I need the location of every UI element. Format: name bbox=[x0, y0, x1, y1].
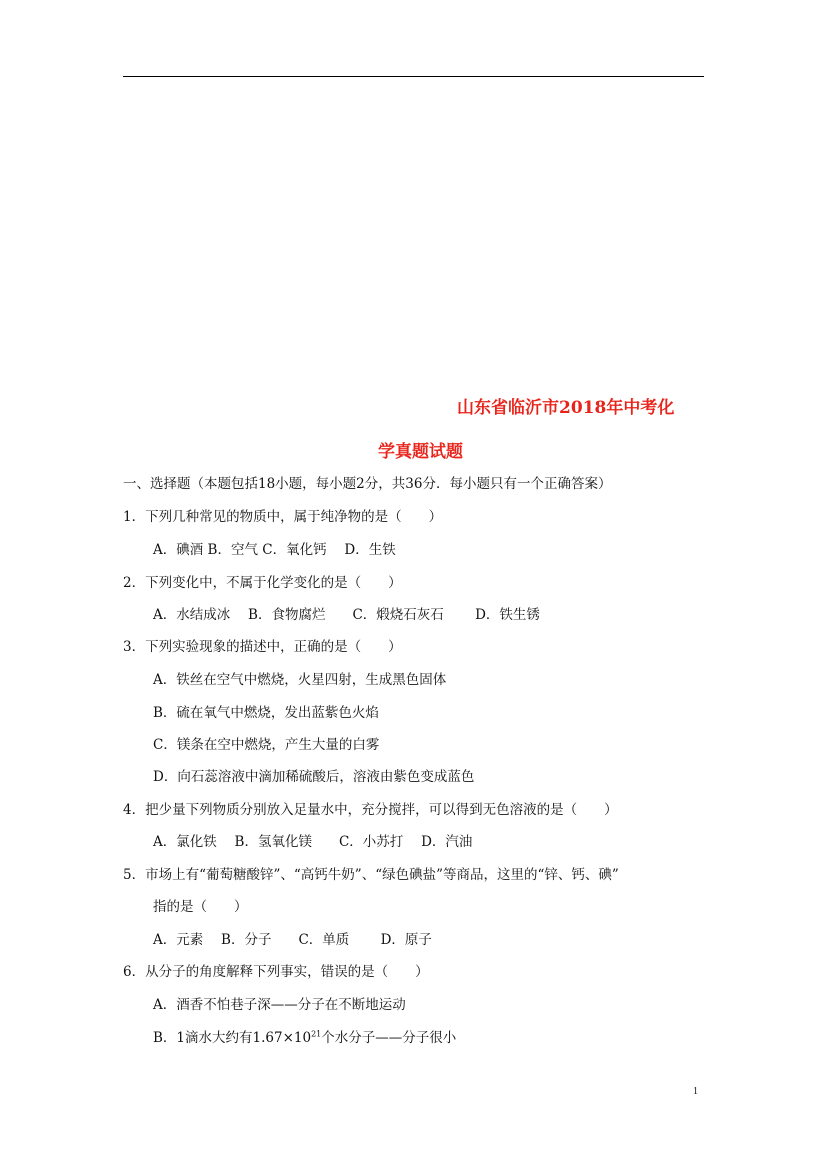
question-3-option-a: A．铁丝在空气中燃烧，火星四射，生成黑色固体 bbox=[153, 672, 447, 688]
question-5-stem-continued: 指的是（ ） bbox=[153, 899, 248, 915]
question-4-options: A．氯化铁 B．氢氧化镁 C．小苏打 D．汽油 bbox=[153, 834, 473, 850]
exponent: 21 bbox=[311, 1029, 322, 1039]
question-3-option-d: D．向石蕊溶液中滴加稀硫酸后，溶液由紫色变成蓝色 bbox=[153, 769, 475, 785]
question-3-option-b: B．硫在氧气中燃烧，发出蓝紫色火焰 bbox=[153, 705, 379, 721]
question-3-option-c: C．镁条在空中燃烧，产生大量的白雾 bbox=[153, 737, 380, 753]
question-6-stem: 6．从分子的角度解释下列事实，错误的是（ ） bbox=[123, 964, 429, 980]
question-5-options: A．元素 B．分子 C．单质 D．原子 bbox=[153, 932, 432, 948]
question-6-option-b bbox=[153, 1029, 456, 1047]
header-rule bbox=[123, 76, 704, 77]
question-4-stem: 4．把少量下列物质分别放入足量水中，充分搅拌，可以得到无色溶液的是（ ） bbox=[123, 802, 618, 818]
question-3-stem: 3．下列实验现象的描述中，正确的是（ ） bbox=[123, 639, 402, 655]
question-2-options: A．水结成冰 B．食物腐烂 C．煅烧石灰石 D．铁生锈 bbox=[153, 607, 540, 623]
question-1-options: A．碘酒 B．空气 C．氧化钙 D．生铁 bbox=[153, 542, 396, 558]
option-b-text-after: 个水分子——分子很小 bbox=[321, 1030, 457, 1046]
question-1-stem: 1．下列几种常见的物质中，属于纯净物的是（ ） bbox=[123, 509, 443, 525]
question-5-stem: 5．市场上有“葡萄糖酸锌”、“高钙牛奶”、“绿色碘盐”等商品，这里的“锌、钙、碘” bbox=[123, 867, 619, 883]
exam-title-line-1: 山东省临沂市2018年中考化 bbox=[457, 398, 675, 418]
option-b-text-before: B．1滴水大约有1.67×10 bbox=[153, 1030, 312, 1046]
question-6-option-a: A．酒香不怕巷子深——分子在不断地运动 bbox=[153, 997, 406, 1013]
section-heading: 一、选择题（本题包括18小题，每小题2分，共36分．每小题只有一个正确答案） bbox=[123, 476, 612, 492]
exam-title-line-2: 学真题试题 bbox=[378, 442, 463, 462]
question-2-stem: 2．下列变化中，不属于化学变化的是（ ） bbox=[123, 575, 402, 591]
page-number: 1 bbox=[693, 1086, 698, 1097]
